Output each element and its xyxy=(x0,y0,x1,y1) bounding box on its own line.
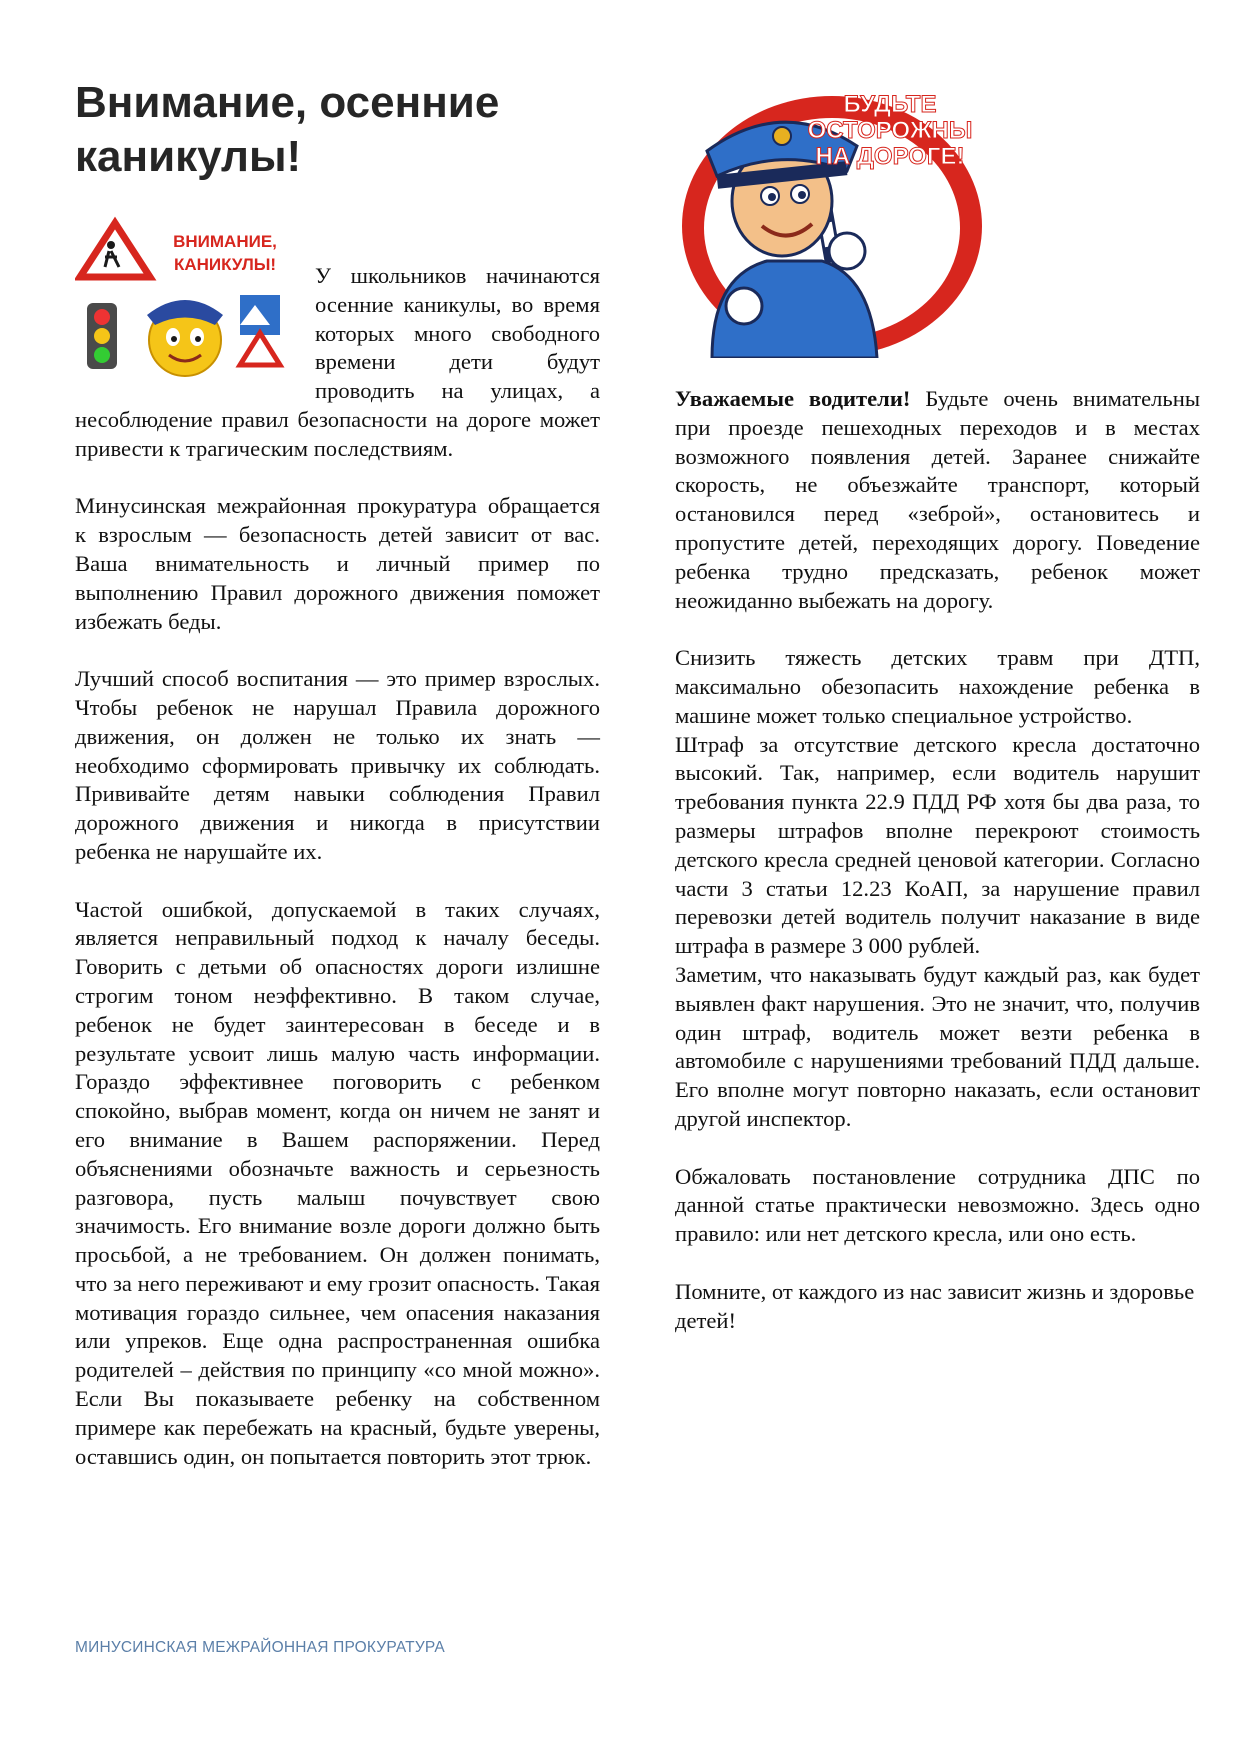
warning-caption-line-1: ВНИМАНИЕ, xyxy=(173,232,277,251)
left-paragraph-3: Лучший способ воспитания — это пример взрослых. Чтобы ребенок не нарушал Правила дорожного движения, он должен не только их знать — необходимо сформировать привычку их соблюдать. Прививайте детям навыки соблюдения Правил дорожного движения и никогда в присутствии ребенка не нарушайте их. xyxy=(75,666,600,864)
left-paragraph-4: Частой ошибкой, допускаемой в таких случаях, является неправильный подход к началу беседы. Говорить с детьми об опасностях дороги излишне строгим тоном неэффективно. В таком случае, ребенок не будет заинтересован в беседе и в результате усвоит лишь малую часть информации. Гораздо эффективнее поговорить с ребенком спокойно, выбрав момент, когда он ничем не занят и его внимание в Вашем распоряжении. Перед объяснениями обозначьте важность и серьезность разговора, пусть малыш почувствует свою значимость. Его внимание возле дороги должно быть просьбой, а не требованием. Он должен понимать, что за него переживают и ему грозит опасность. Такая мотивация гораздо сильнее, чем опасения наказания или упреков. Еще одна распространенная ошибка родителей – действия по принципу «со мной можно». Если Вы показываете ребенку на собственном примере как перебежать на красный, будьте уверены, оставшись один, он попытается повторить этот трюк. xyxy=(75,896,600,1469)
left-paragraph-2: Минусинская межрайонная прокуратура обращается к взрослым — безопасность детей зависит от вас. Ваша внимательность и личный пример по выполнению Правил дорожного движения поможет избежать беды. xyxy=(75,493,600,634)
traffic-officer-illustration xyxy=(672,76,1008,358)
footer-organization: МИНУСИНСКАЯ МЕЖРАЙОННАЯ ПРОКУРАТУРА xyxy=(75,1639,445,1656)
logo-caption-line-3: НА ДОРОГЕ! xyxy=(815,143,965,170)
right-paragraph-2: Снизить тяжесть детских травм при ДТП, максимально обезопасить нахождение ребенка в машине может только специальное устройство. xyxy=(675,645,1200,728)
right-paragraph-5: Обжаловать постановление сотрудника ДПС по данной статье практически невозможно. Здесь одно правило: или нет детского кресла, или оно есть. xyxy=(675,1163,1200,1247)
vacation-warning-illustration xyxy=(75,215,307,383)
logo-caption-line-1: БУДЬТЕ xyxy=(843,91,937,118)
right-paragraph-3: Штраф за отсутствие детского кресла достаточно высокий. Так, например, если водитель нарушит требования пункта 22.9 ПДД РФ хотя бы два раза, то размеры штрафов вполне перекроют стоимость детского кресла средней ценовой категории. Согласно части 3 статьи 12.23 КоАП, за нарушение правил перевозки детей водитель получит наказание в виде штрафа в размере 3 000 рублей. xyxy=(675,731,1200,959)
logo-caption-line-2: ОСТОРОЖНЫ xyxy=(807,117,973,144)
page-title: Внимание, осенние каникулы! xyxy=(75,78,500,181)
drivers-greeting: Уважаемые водители! xyxy=(675,386,911,411)
left-paragraph-1: У школьников начинаются осенние каникулы, во время которых много свободного времени дети будут проводить на улицах, а несоблюдение правил безопасности на дороге может привести к трагическим последствиям. xyxy=(75,263,600,461)
right-paragraph-6: Помните, от каждого из нас зависит жизнь и здоровье детей! xyxy=(675,1278,1195,1333)
right-paragraph-1 xyxy=(675,385,1200,615)
right-column xyxy=(675,385,1200,1335)
right-paragraph-4: Заметим, что наказывать будут каждый раз, как будет выявлен факт нарушения. Это не значит, что, получив один штраф, водитель может везти ребенка в автомобиле с нарушениями требований ПДД дальше. Его вполне могут повторно наказать, если остановит другой инспектор. xyxy=(675,961,1200,1131)
warning-caption-line-2: КАНИКУЛЫ! xyxy=(173,255,277,274)
right-paragraph-1-text: Будьте очень внимательны при проезде пешеходных переходов и в местах возможного появления детей. Заранее снижайте скорость, не объезжайте транспорт, который остановился перед «зеброй», остановитесь и пропустите детей, переходящих дорогу. Поведение ребенка трудно предсказать, ребенок может неожиданно выбежать на дорогу. xyxy=(675,386,1200,613)
left-column xyxy=(75,232,600,1471)
